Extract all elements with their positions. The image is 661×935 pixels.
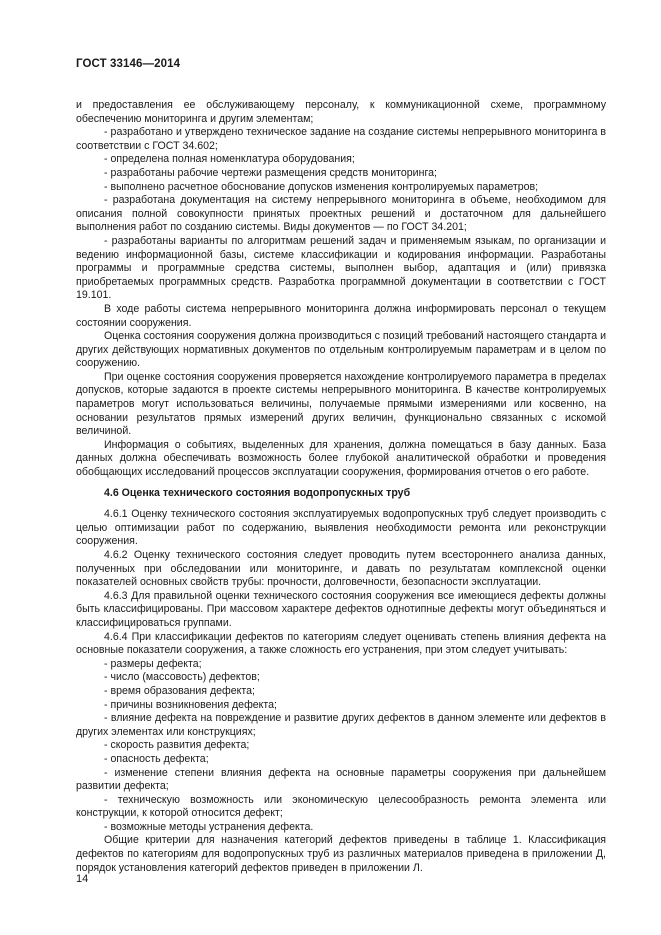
paragraph: и предоставления ее обслуживающему персоналу, к коммуникационной схеме, программному обеспечению мониторинга и другим элементам; [76,99,606,125]
section-paragraph: 4.6.1 Оценку технического состояния эксплуатируемых водопропускных труб следует производить с целью оптимизации работ по содержанию, выявления необходимости ремонта или реконструкции сооружения. [76,508,606,548]
paragraph: - разработаны рабочие чертежи размещения средств мониторинга; [104,166,437,179]
paragraph: - разработано и утверждено техническое задание на создание системы непрерывного мониторинга в соответствии с ГОСТ 34.602; [76,126,606,152]
list-item: - время образования дефекта; [104,684,255,697]
paragraph: - выполнено расчетное обоснование допусков изменения контролируемых параметров; [104,180,539,193]
paragraph: В ходе работы система непрерывного мониторинга должна информировать персонал о текущем состоянии сооружения. [76,302,606,329]
paragraph: - разработаны варианты по алгоритмам решений задач и применяемым языкам, по организации и ведению информационной базы, системе классификации и кодирования информации. Разработаны программы и программные средства системы, выполнен выбор, адаптация и (или) привязка приобретаемых программных средств. Разработка программной документации в соответствии с ГОСТ 19.101. [76,234,606,302]
section-paragraph: 4.6.4 При классификации дефектов по категориям следует оценивать степень влияния дефекта на основные показатели сооружения, а также сложность его устранения, при этом следует учитывать: [76,630,606,657]
list-item: - влияние дефекта на повреждение и развитие других дефектов в данном элементе или дефектов в других элементах или конструкциях; [76,712,606,738]
list-item: - возможные методы устранения дефекта. [104,820,314,833]
list-item: - изменение степени влияния дефекта на основные параметры сооружения при дальнейшем развитии дефекта; [76,766,606,793]
list-item: - скорость развития дефекта; [104,739,250,752]
page-number: 14 [76,873,89,885]
list-item: - число (массовость) дефектов; [104,671,260,684]
section-paragraph: Общие критерии для назначения категорий дефектов приведены в таблице 1. Классификация дефектов по категориям для водопропускных труб из различных материалов приведена в приложении Д, порядок установления категорий дефектов приведен в приложении Л. [76,834,606,874]
section-paragraph: 4.6.3 Для правильной оценки технического состояния сооружения все имеющиеся дефекты должны быть классифицированы. При массовом характере дефектов однотипные дефекты могут объединяться и классифицироваться группами. [76,589,606,629]
paragraph: - разработана документация на систему непрерывного мониторинга в объеме, необходимом для описания полной совокупности принятых проектных решений и достаточном для дальнейшего выполнения работ по созданию системы. Виды документов — по ГОСТ 34.201; [76,194,606,234]
paragraph: Оценка состояния сооружения должна производиться с позиций требований настоящего стандарта и других действующих нормативных документов по отдельным контролируемым параметрам и в целом по сооружению. [76,330,606,370]
document-body [76,99,606,875]
section-paragraph: 4.6.2 Оценку технического состояния следует проводить путем всестороннего анализа данных, полученных при обследовании или мониторинге, и давать по результатам комплексной оценки показателей основных свойств трубы: прочности, долговечности, безопасности эксплуатации. [76,549,606,589]
paragraph: - определена полная номенклатура оборудования; [104,153,355,166]
list-item: - размеры дефекта; [104,657,202,670]
section-heading: 4.6 Оценка технического состояния водопропускных труб [104,486,411,499]
page-header: ГОСТ 33146—2014 [76,58,181,70]
paragraph: Информация о событиях, выделенных для хранения, должна помещаться в базу данных. База данных должна обеспечивать возможность более глубокой аналитической обработки и проведения обобщающих исследований процессов эксплуатации сооружения, формирования отчетов о его работе. [76,438,606,479]
list-item: - опасность дефекта; [104,752,209,765]
paragraph: При оценке состояния сооружения проверяется нахождение контролируемого параметра в пределах допусков, которые задаются в проекте системы непрерывного мониторинга. В качестве контролируемых параметров могут использоваться величины, получаемые прямыми измерениями или косвенно, на основании результатов прямых измерений других величин, функционально связанных с искомой величиной. [76,370,606,438]
list-item: - техническую возможность или экономическую целесообразность ремонта элемента или конструкции, к которой относится дефект; [76,793,606,820]
list-item: - причины возникновения дефекта; [104,698,277,711]
